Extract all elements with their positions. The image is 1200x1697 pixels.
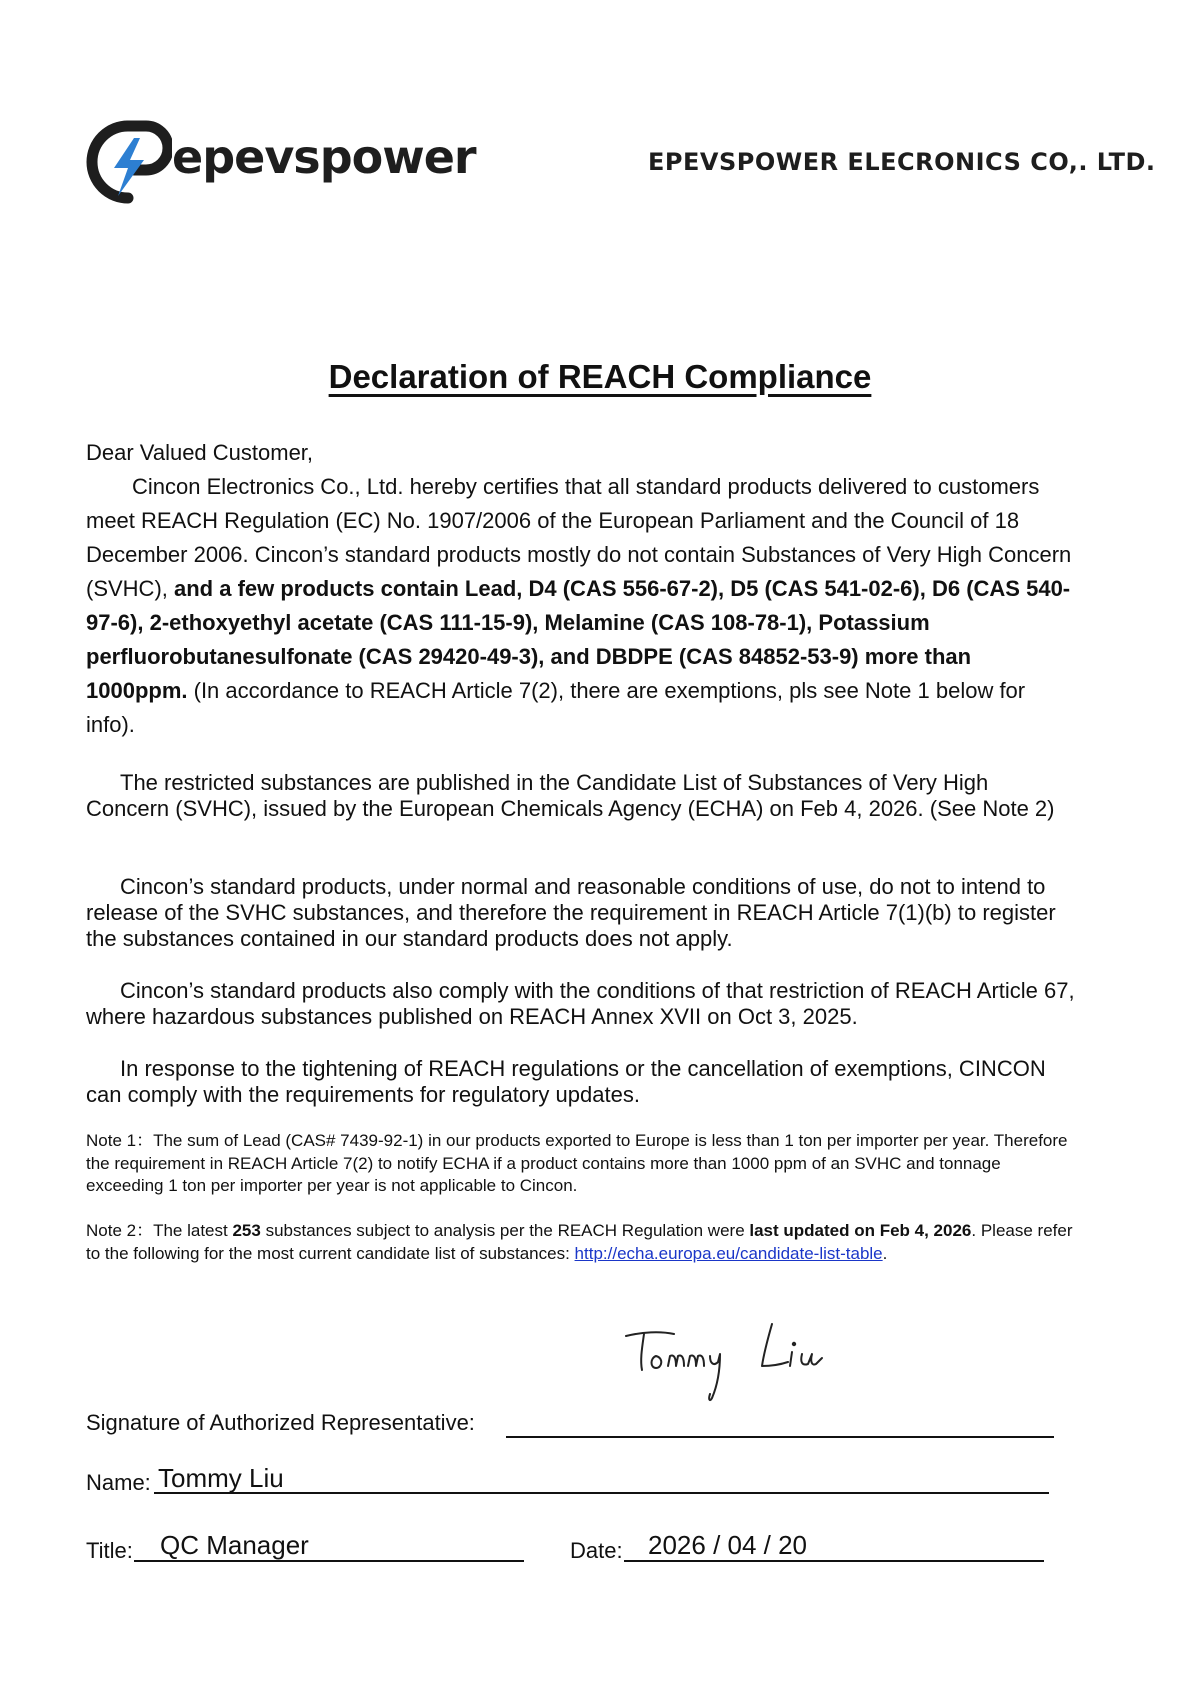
company-name: EPEVSPOWER ELECRONICS CO,. LTD. — [648, 148, 1156, 176]
paragraph-2-text: The restricted substances are published in the Candidate List of Substances of Very High Concern (SVHC), issued by the European Chemicals Agency (ECHA) on Feb 4, 2026. (See Note 2) — [86, 770, 1055, 821]
paragraph-1-text: Cincon Electronics Co., Ltd. hereby certifies that all standard products delivered to customers meet REACH Regulation (EC) No. 1907/2006 of the European Parliament and the Council of 18 December 2006. Cincon’s standard products mostly do not contain Substances of Very High Concern (SVHC), — [86, 474, 1072, 601]
note-2-updated: last updated on Feb 4, 2026 — [749, 1221, 972, 1240]
title-value: QC Manager — [160, 1530, 309, 1560]
date-line — [624, 1560, 1044, 1562]
signature-line — [506, 1436, 1054, 1438]
paragraph-3 — [86, 874, 1076, 952]
signature-label: Signature of Authorized Representative: — [86, 1410, 475, 1435]
paragraph-1-bold: and a few products contain Lead, D4 (CAS 556-67-2), D5 (CAS 541-02-6), D6 (CAS 540-97-6), 2-ethoxyethyl acetate (CAS 111-15-9), Melamine (CAS 108-78-1), Potassium perfluorobutanesulfonate (CAS 29420-49-3), and DBDPE (CAS 84852-53-9) more than 1000ppm. — [86, 576, 1071, 703]
note-2-end: . — [882, 1243, 888, 1263]
paragraph-5 — [86, 1056, 1076, 1108]
name-value: Tommy Liu — [158, 1463, 284, 1493]
paragraph-3-text: Cincon’s standard products, under normal and reasonable conditions of use, do not to intend to release of the SVHC substances, and therefore the requirement in REACH Article 7(1)(b) to register the substances contained in our standard products does not apply. — [86, 874, 1056, 951]
brand-name: epevspower — [172, 130, 476, 184]
note-1: Note 1：The sum of Lead (CAS# 7439-92-1) in our products exported to Europe is less than 1 ton per importer per year. Therefore the requirement in REACH Article 7(2) to notify ECHA if a product contains more than 1000 ppm of an SVHC and tonnage exceeding 1 ton per importer per year is not applicable to Cincon. — [86, 1131, 1068, 1195]
date-label: Date: — [570, 1538, 623, 1563]
name-label: Name: — [86, 1470, 151, 1495]
paragraph-5-text: In response to the tightening of REACH regulations or the cancellation of exemptions, CINCON can comply with the requirements for regulatory updates. — [86, 1056, 1046, 1107]
document-title: Declaration of REACH Compliance — [328, 358, 872, 395]
title-line — [134, 1560, 524, 1562]
lightning-plug-logo-icon — [84, 118, 172, 206]
title-label: Title: — [86, 1538, 133, 1563]
candidate-list-link[interactable]: http://echa.europa.eu/candidate-list-table — [574, 1243, 883, 1263]
paragraph-1-tail: (In accordance to REACH Article 7(2), there are exemptions, pls see Note 1 below for info). — [86, 678, 1026, 737]
note-2-text-e: . Please refer to the following for the most current candidate list of substances: — [86, 1221, 1073, 1263]
note-2-text-a: Note 2：The latest — [86, 1221, 233, 1240]
note-2 — [86, 1220, 1076, 1265]
handwritten-signature — [622, 1318, 850, 1410]
greeting: Dear Valued Customer, — [86, 440, 314, 465]
note-2-count: 253 — [232, 1221, 261, 1240]
paragraph-4-text: Cincon’s standard products also comply with the conditions of that restriction of REACH Article 67, where hazardous substances published on REACH Annex XVII on Oct 3, 2025. — [86, 978, 1075, 1029]
name-line — [154, 1492, 1049, 1494]
paragraph-4 — [86, 978, 1076, 1030]
paragraph-1 — [86, 470, 1076, 742]
note-2-text-c: substances subject to analysis per the REACH Regulation were — [260, 1221, 750, 1240]
date-value: 2026 / 04 / 20 — [648, 1530, 808, 1560]
paragraph-2 — [86, 770, 1076, 822]
